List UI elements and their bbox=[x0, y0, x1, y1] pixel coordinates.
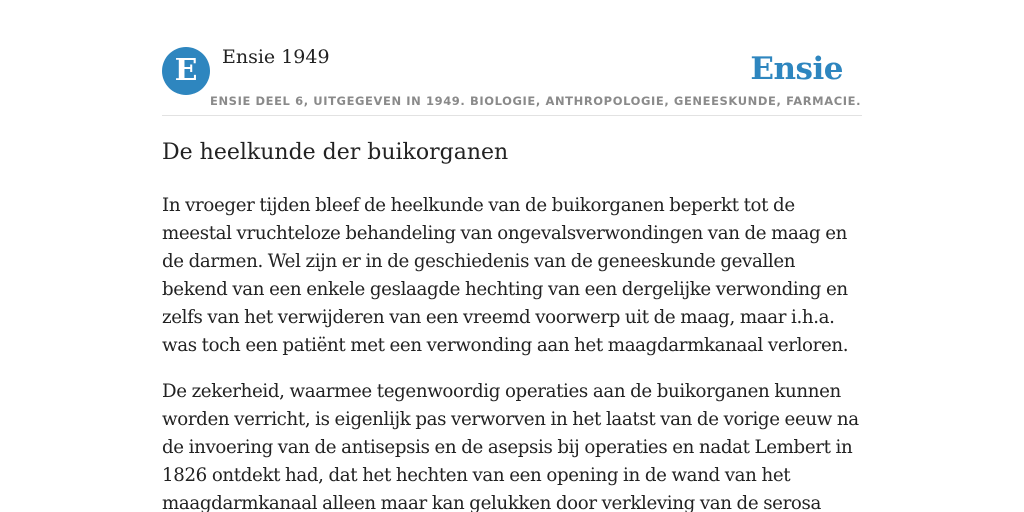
article-title: De heelkunde der buikorganen bbox=[162, 140, 509, 165]
page bbox=[162, 0, 862, 512]
site-subtitle: ENSIE DEEL 6, UITGEGEVEN IN 1949. BIOLOGIE, ANTHROPOLOGIE, GENEESKUNDE, FARMACIE. bbox=[210, 94, 862, 108]
logo-letter: E bbox=[174, 53, 198, 88]
site-title[interactable]: Ensie 1949 bbox=[222, 46, 330, 68]
article-paragraph: De zekerheid, waarmee tegenwoordig operaties aan de buikorganen kunnen worden verricht, is eigenlijk pas verworven in het laatst van de vorige eeuw na de invoering van de antisepsis en de asepsis bij operaties en nadat Lembert in 1826 ontdekt had, dat het hechten van een opening in de wand van het maagdarmkanaal alleen maar kan gelukken door verkleving van de serosa bbox=[162, 381, 859, 512]
brand-logo[interactable]: Ensie bbox=[750, 51, 843, 87]
site-header bbox=[162, 0, 862, 116]
article-body bbox=[162, 192, 862, 512]
article-paragraph: In vroeger tijden bleef de heelkunde van de buikorganen beperkt tot de meestal vruchteloze behandeling van ongevalsverwondingen van de maag en de darmen. Wel zijn er in de geschiedenis van de geneeskunde gevallen bekend van een enkele geslaagde hechting van een dergelijke verwonding en zelfs van het verwijderen van een vreemd voorwerp uit de maag, maar i.h.a. was toch een patiënt met een verwonding aan het maagdarmkanaal verloren. bbox=[162, 195, 849, 356]
site-logo[interactable] bbox=[162, 47, 210, 95]
